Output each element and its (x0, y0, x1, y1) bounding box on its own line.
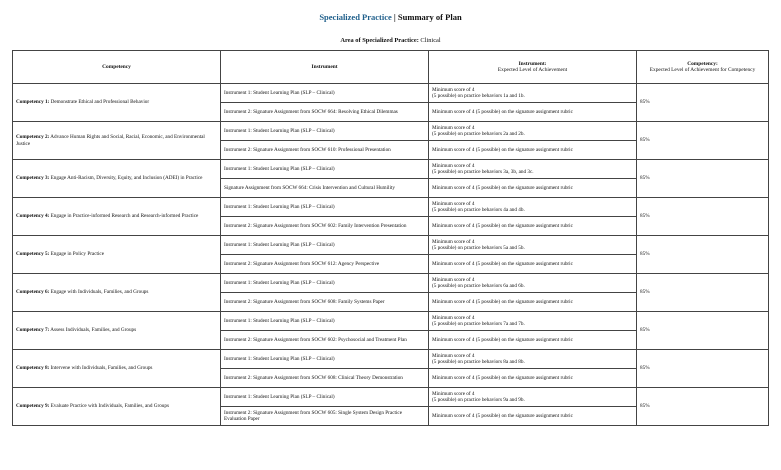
competency-cell (13, 84, 221, 122)
table-row (13, 388, 769, 407)
header-instrument: Instrument (221, 51, 429, 84)
area-of-practice (0, 36, 781, 45)
table-header-row (13, 51, 769, 84)
competency-cell (13, 236, 221, 274)
instrument-2-cell: Signature Assignment from SOCW 664: Crisis Intervention and Cultural Humility (221, 179, 429, 198)
area-label: Area of Specialized Practice: (340, 37, 419, 44)
table-row (13, 350, 769, 369)
title-separator: | (391, 12, 398, 22)
header-competency-level-sub: Expected Level of Achievement for Competency (649, 67, 756, 73)
competency-percentage: 85% (637, 160, 769, 198)
competency-label: Competency 6: (16, 289, 50, 296)
document-title (0, 0, 781, 23)
instrument-1-cell: Instrument 1: Student Learning Plan (SLP – Clinical) (221, 350, 429, 369)
header-competency: Competency (13, 51, 221, 84)
title-accent: Specialized Practice (319, 12, 392, 22)
competency-description: Demonstrate Ethical and Professional Behavior (50, 99, 150, 106)
instrument-1-cell: Instrument 1: Student Learning Plan (SLP – Clinical) (221, 274, 429, 293)
achievement-1-cell: Minimum score of 4 (5 possible) on practice behaviors 9a and 9b. (429, 388, 637, 407)
competency-percentage: 85% (637, 122, 769, 160)
competency-percentage: 85% (637, 198, 769, 236)
competency-percentage: 85% (637, 274, 769, 312)
instrument-1-cell: Instrument 1: Student Learning Plan (SLP – Clinical) (221, 160, 429, 179)
achievement-2-cell: Minimum score of 4 (5 possible) on the signature assignment rubric (429, 293, 637, 312)
achievement-2-cell: Minimum score of 4 (5 possible) on the signature assignment rubric (429, 141, 637, 160)
competency-description: Engage with Individuals, Families, and Groups (50, 289, 149, 296)
achievement-1-cell: Minimum score of 4 (5 possible) on practice behaviors 6a and 6b. (429, 274, 637, 293)
instrument-2-cell: Instrument 2: Signature Assignment from SOCW 610: Professional Presentation (221, 141, 429, 160)
achievement-2-cell: Minimum score of 4 (5 possible) on the signature assignment rubric (429, 179, 637, 198)
competency-description: Engage Anti-Racism, Diversity, Equity, and Inclusion (ADEI) in Practice (50, 175, 203, 182)
area-value: Clinical (418, 37, 441, 44)
competency-description: Engage in Practice-informed Research and Research-informed Practice (50, 213, 199, 220)
competency-cell (13, 122, 221, 160)
table-row (13, 312, 769, 331)
competency-description: Assess Individuals, Families, and Groups (50, 327, 137, 334)
achievement-2-cell: Minimum score of 4 (5 possible) on the signature assignment rubric (429, 255, 637, 274)
competency-cell (13, 160, 221, 198)
competency-label: Competency 7: (16, 327, 50, 334)
achievement-1-cell: Minimum score of 4 (5 possible) on practice behaviors 7a and 7b. (429, 312, 637, 331)
competency-description: Advance Human Rights and Social, Racial, Economic, and Environmental Justice (16, 134, 205, 147)
competency-percentage: 85% (637, 84, 769, 122)
instrument-1-cell: Instrument 1: Student Learning Plan (SLP – Clinical) (221, 198, 429, 217)
header-instrument-level-title: Instrument: (518, 60, 547, 67)
achievement-2-cell: Minimum score of 4 (5 possible) on the signature assignment rubric (429, 407, 637, 426)
achievement-2-cell: Minimum score of 4 (5 possible) on the signature assignment rubric (429, 103, 637, 122)
achievement-1-cell: Minimum score of 4 (5 possible) on practice behaviors 2a and 2b. (429, 122, 637, 141)
competency-label: Competency 5: (16, 251, 50, 258)
instrument-2-cell: Instrument 2: Signature Assignment from SOCW 612: Agency Perspective (221, 255, 429, 274)
achievement-1-cell: Minimum score of 4 (5 possible) on practice behaviors 3a, 3b, and 3c. (429, 160, 637, 179)
instrument-2-cell: Instrument 2: Signature Assignment from SOCW 608: Family Systems Paper (221, 293, 429, 312)
competency-label: Competency 4: (16, 213, 50, 220)
competency-label: Competency 8: (16, 365, 50, 372)
competency-description: Engage in Policy Practice (50, 251, 105, 258)
instrument-1-cell: Instrument 1: Student Learning Plan (SLP – Clinical) (221, 312, 429, 331)
instrument-2-cell: Instrument 2: Signature Assignment from SOCW 602: Family Intervention Presentation (221, 217, 429, 236)
achievement-1-cell: Minimum score of 4 (5 possible) on practice behaviors 4a and 4b. (429, 198, 637, 217)
table-row (13, 274, 769, 293)
achievement-2-cell: Minimum score of 4 (5 possible) on the signature assignment rubric (429, 331, 637, 350)
instrument-2-cell: Instrument 2: Signature Assignment from SOCW 602: Psychosocial and Treatment Plan (221, 331, 429, 350)
competency-percentage: 85% (637, 236, 769, 274)
instrument-1-cell: Instrument 1: Student Learning Plan (SLP – Clinical) (221, 236, 429, 255)
instrument-1-cell: Instrument 1: Student Learning Plan (SLP – Clinical) (221, 388, 429, 407)
instrument-2-cell: Instrument 2: Signature Assignment from SOCW 664: Resolving Ethical Dilemmas (221, 103, 429, 122)
competency-cell (13, 198, 221, 236)
table-row (13, 160, 769, 179)
competency-cell (13, 312, 221, 350)
title-rest: Summary of Plan (397, 12, 462, 22)
competency-percentage: 85% (637, 312, 769, 350)
instrument-2-cell: Instrument 2: Signature Assignment from SOCW 605: Single System Design Practice Evaluation Paper (221, 407, 429, 426)
instrument-1-cell: Instrument 1: Student Learning Plan (SLP – Clinical) (221, 122, 429, 141)
competency-label: Competency 9: (16, 403, 50, 410)
competency-percentage: 85% (637, 388, 769, 426)
header-competency-level (637, 51, 769, 84)
header-competency-level-title: Competency: (687, 60, 718, 67)
header-instrument-level (429, 51, 637, 84)
header-instrument-level-sub: Expected Level of Achievement (497, 67, 568, 73)
competency-cell (13, 388, 221, 426)
achievement-1-cell: Minimum score of 4 (5 possible) on practice behaviors 5a and 5b. (429, 236, 637, 255)
competency-label: Competency 1: (16, 99, 50, 106)
instrument-1-cell: Instrument 1: Student Learning Plan (SLP – Clinical) (221, 84, 429, 103)
table-row (13, 236, 769, 255)
competency-cell (13, 350, 221, 388)
achievement-2-cell: Minimum score of 4 (5 possible) on the signature assignment rubric (429, 217, 637, 236)
competency-description: Evaluate Practice with Individuals, Families, and Groups (50, 403, 169, 410)
competency-percentage: 85% (637, 350, 769, 388)
competency-label: Competency 2: (16, 134, 50, 141)
competency-label: Competency 3: (16, 175, 50, 182)
achievement-1-cell: Minimum score of 4 (5 possible) on practice behaviors 1a and 1b. (429, 84, 637, 103)
achievement-2-cell: Minimum score of 4 (5 possible) on the signature assignment rubric (429, 369, 637, 388)
competency-cell (13, 274, 221, 312)
achievement-1-cell: Minimum score of 4 (5 possible) on practice behaviors 8a and 8b. (429, 350, 637, 369)
table-row (13, 84, 769, 103)
instrument-2-cell: Instrument 2: Signature Assignment from SOCW 608: Clinical Theory Demonstration (221, 369, 429, 388)
table-row (13, 122, 769, 141)
summary-table (12, 50, 769, 426)
table-row (13, 198, 769, 217)
competency-description: Intervene with Individuals, Families, and Groups (50, 365, 153, 372)
table-body (13, 84, 769, 426)
